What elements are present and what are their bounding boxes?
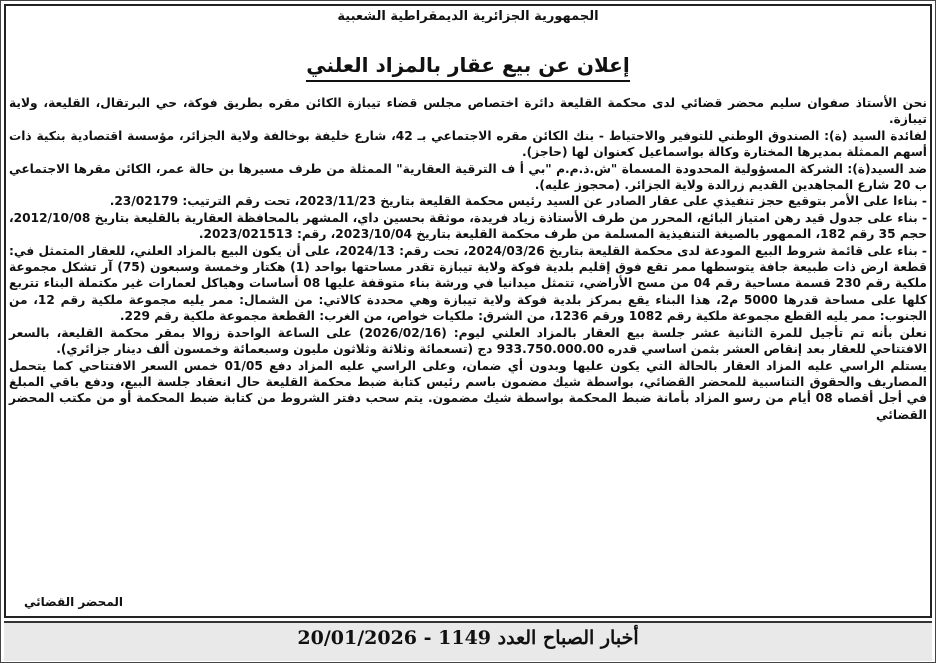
creditor-paragraph: لفائدة السيد (ة): الصندوق الوطني للتوفير والاحتياط - بنك الكائن مقره الاجتماعي بـ 42، شارع خليفة بوخالفة ولاية الجزائر، مؤسسة اقتصادية بنكية ذات أسهم الممثلة بمديرها المختارة وكالة بواسماعيل كعنوان لها (حاجز). xyxy=(9,128,927,160)
bailiff-signature: المحضر القضائي xyxy=(23,595,123,609)
auction-terms-paragraph: يستلم الراسي عليه المزاد العقار بالحالة التي يكون عليها وبدون أي ضمان، وعلى الراسي عليه المزاد دفع 01/05 خمس السعر الافتتاحي كما يتحمل المصاريف والحقوق التناسبية للمحضر القضائي، بواسطة شيك مضمون باسم رئيس كتابة ضبط محكمة القليعة حال انعقاد جلسة البيع، ودفع باقي المبلغ في أجل أقصاه 08 أيام من رسو المزاد بأمانة ضبط المحكمة بواسطة شيك مضمون. يتم سحب دفتر الشروط من كتابة ضبط المحكمة أو من مكتب المحضر القضائي xyxy=(9,358,927,422)
debtor-paragraph: ضد السيد(ة): الشركة المسؤولية المحدودة المسماة "ش.ذ.م.م "بي أ ف الترقية العقارية" الممثلة من طرف مسيرها بن حالة عمر، الكائن مقرها الاجتماعي ب 20 شارع المجاهدين القديم زرالدة ولاية الجزائر. (محجوز عليه). xyxy=(9,161,927,193)
announcement-body xyxy=(9,95,927,423)
auction-date-paragraph: نعلن بأنه تم تأجيل للمرة الثانية عشر جلسة بيع العقار بالمزاد العلني ليوم: (2026/02/16) على الساعة الواحدة زوالا بمقر محكمة القليعة، بالسعر الافتتاحي للعقار بعد إنقاص العشر بثمن اساسي قدره 933.750.000.00 دج (تسعمائة وثلاثة وثلاثون مليون وسبعمائة وخمسون ألف دينار جزائري). xyxy=(9,325,927,357)
newspaper-footer: أخبار الصباح العدد 1149 - 20/01/2026 xyxy=(297,627,639,649)
bailiff-paragraph: نحن الأستاذ صفوان سليم محضر قضائي لدى محكمة القليعة دائرة اختصاص مجلس قضاء تيبازة الكائن مقره بطريق فوكة، حي البرتقال، القليعة، ولاية تيبازة. xyxy=(9,96,927,127)
announcement-title xyxy=(1,53,935,77)
seizure-order-paragraph: - بناءا على الأمر بتوقيع حجز تنفيذي على عقار الصادر عن السيد رئيس محكمة القليعة بتاريخ 2023/11/23، تحت رقم الترتيب: 23/02179. xyxy=(109,194,927,209)
republic-header: الجمهورية الجزائرية الديمقراطية الشعبية xyxy=(337,9,599,24)
announcement-title-text: إعلان عن بيع عقار بالمزاد العلني xyxy=(306,53,629,82)
mortgage-paragraph: - بناء على جدول قيد رهن امتياز البائع، المحرر من طرف الأستاذة زياد فريدة، موثقة بحسين داي، المشهر بالمحافظة العقارية بالقليعة بتاريخ 2012/10/08، حجم 35 رقم 182، الممهور بالصيغة التنفيذية المسلمة من طرف محكمة القليعة بتاريخ 2023/10/04، رقم: 2023/021513. xyxy=(9,210,927,242)
property-description-paragraph: - بناء على قائمة شروط البيع المودعة لدى محكمة القليعة بتاريخ 2024/03/26، تحت رقم: 2024/13، على أن يكون البيع بالمزاد العلني، للعقار المتمثل في: قطعة ارض ذات طبيعة جافة يتوسطها ممر تقع فوق إقليم بلدية فوكة ولاية تيبازة تقدر مساحتها بواحد (1) هكتار وخمسة وسبعون (75) آر تشكل مجموعة ملكية رقم 230 قسمة مساحية رقم 04 من مسح الأراضي، تتمثل ميدانيا في ورشة بناء متوقفة عليها 08 أساسات وهياكل لعمارات غير مكتملة البناء تتربع كلها على مساحة قدرها 5000 م2، هذا البناء يقع بمركز بلدية فوكة ولاية تيبازة وهي محددة كالاتي: من الشمال: ممر يليه مجموعة ملكية رقم 12، من الجنوب: ممر يليه القطع مجموعة ملكية رقم 1082 ورقم 1236، من الشرق: ملكيات خواص، من الغرب: القطعة مجموعة ملكية رقم 229. xyxy=(9,243,928,324)
